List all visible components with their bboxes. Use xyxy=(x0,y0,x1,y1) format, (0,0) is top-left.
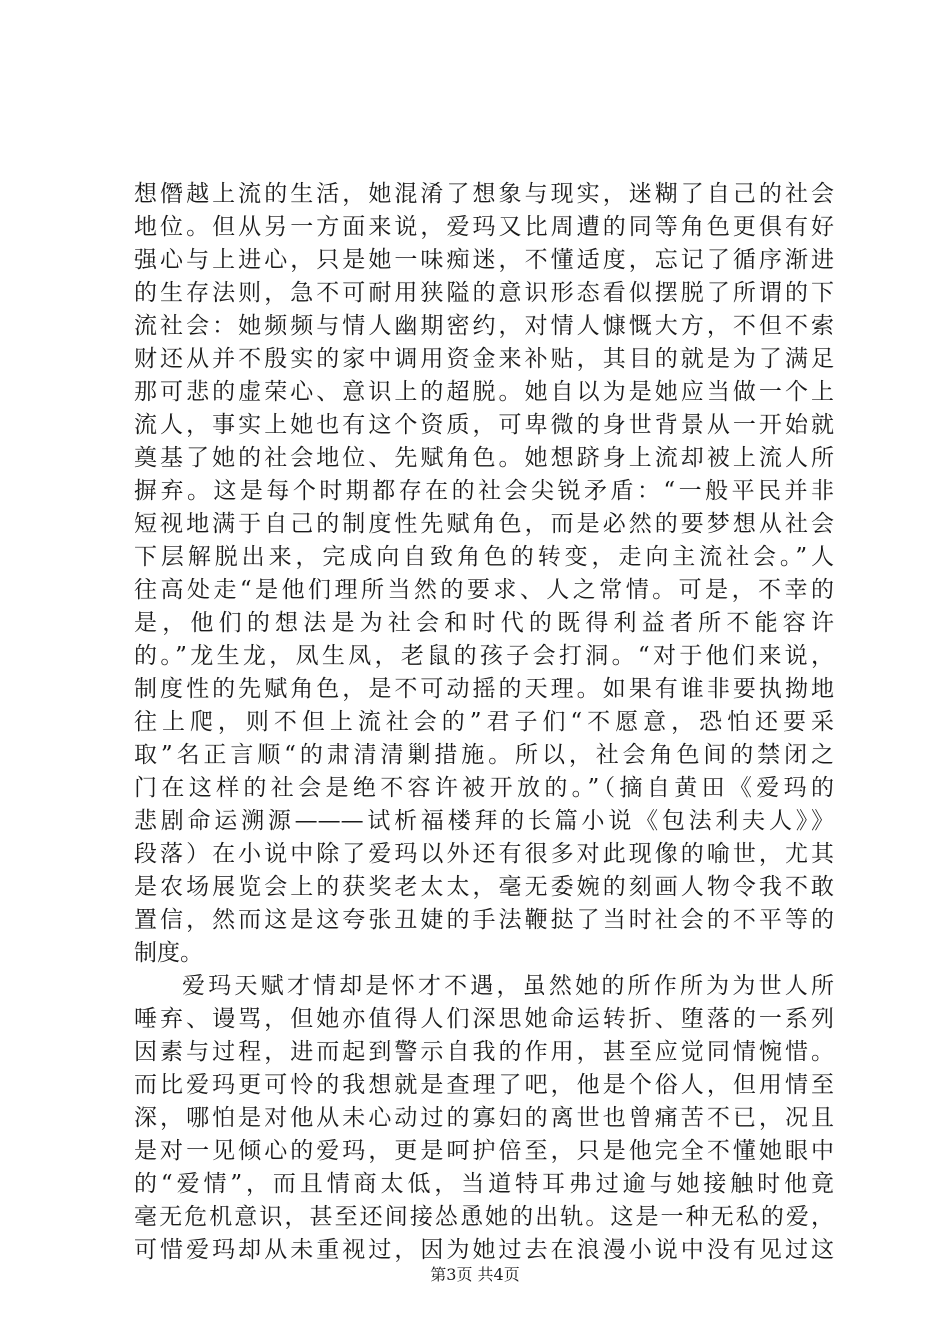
text-line: 深，哪怕是对他从未心动过的寡妇的离世也曾痛苦不已，况且 xyxy=(134,1105,834,1131)
text-line: 那可悲的虚荣心、意识上的超脱。她自以为是她应当做一个上 xyxy=(134,379,834,405)
text-line: 悲剧命运溯源———试析福楼拜的长篇小说《包法利夫人》》 xyxy=(134,808,834,834)
text-line: 流社会：她频频与情人幽期密约，对情人慷慨大方，不但不索 xyxy=(134,313,834,339)
text-line: 门在这样的社会是绝不容许被开放的。”（摘自黄田《爱玛的 xyxy=(134,775,834,801)
text-line: 的。”龙生龙，凤生凤，老鼠的孩子会打洞。“对于他们来说， xyxy=(134,643,834,669)
text-line: 毫无危机意识，甚至还间接怂恿她的出轨。这是一种无私的爱， xyxy=(134,1204,834,1230)
text-line: 财还从并不殷实的家中调用资金来补贴，其目的就是为了满足 xyxy=(134,346,834,372)
text-line: 是，他们的想法是为社会和时代的既得利益者所不能容许 xyxy=(134,610,834,636)
text-line: 的“爱情”，而且情商太低，当道特耳弗过逾与她接触时他竟 xyxy=(134,1171,834,1197)
text-line: 地位。但从另一方面来说，爱玛又比周遭的同等角色更俱有好 xyxy=(134,214,834,240)
paragraph-1 xyxy=(134,178,834,970)
text-line: 可惜爱玛却从未重视过，因为她过去在浪漫小说中没有见过这 xyxy=(134,1237,834,1263)
text-line: 制度性的先赋角色，是不可动摇的天理。如果有谁非要执拗地 xyxy=(134,676,834,702)
text-line: 想僭越上流的生活，她混淆了想象与现实，迷糊了自己的社会 xyxy=(134,181,834,207)
text-line: 而比爱玛更可怜的我想就是查理了吧，他是个俗人，但用情至 xyxy=(134,1072,834,1098)
text-line: 是农场展览会上的获奖老太太，毫无委婉的刻画人物令我不敢 xyxy=(134,874,834,900)
text-line: 取”名正言顺“的肃清清剿措施。所以，社会角色间的禁闭之 xyxy=(134,742,834,768)
text-line: 流人，事实上她也有这个资质，可卑微的身世背景从一开始就 xyxy=(134,412,834,438)
text-line: 的生存法则，急不可耐用狭隘的意识形态看似摆脱了所谓的下 xyxy=(134,280,834,306)
text-line: 爱玛天赋才情却是怀才不遇，虽然她的所作所为为世人所 xyxy=(182,973,834,999)
text-line: 下层解脱出来，完成向自致角色的转变，走向主流社会。”人 xyxy=(134,544,834,570)
text-line: 奠基了她的社会地位、先赋角色。她想跻身上流却被上流人所 xyxy=(134,445,834,471)
text-line: 往高处走“是他们理所当然的要求、人之常情。可是，不幸的 xyxy=(134,577,834,603)
text-line: 强心与上进心，只是她一味痴迷，不懂适度，忘记了循序渐进 xyxy=(134,247,834,273)
page-number: 第3页 共4页 xyxy=(430,1265,520,1284)
text-line: 段落）在小说中除了爱玛以外还有很多对此现像的喻世，尤其 xyxy=(134,841,834,867)
text-line: 摒弃。这是每个时期都存在的社会尖锐矛盾：“一般平民并非 xyxy=(134,478,834,504)
paragraph-2 xyxy=(134,970,834,1267)
text-line: 是对一见倾心的爱玛，更是呵护倍至，只是他完全不懂她眼中 xyxy=(134,1138,834,1164)
text-line: 短视地满于自己的制度性先赋角色，而是必然的要梦想从社会 xyxy=(134,511,834,537)
text-line: 因素与过程，进而起到警示自我的作用，甚至应觉同情惋惜。 xyxy=(134,1039,834,1065)
text-line: 制度。 xyxy=(134,940,203,966)
text-line: 置信，然而这是这夸张丑婕的手法鞭挞了当时社会的不平等的 xyxy=(134,907,834,933)
text-line: 往上爬，则不但上流社会的”君子们“不愿意，恐怕还要采 xyxy=(134,709,834,735)
page-footer xyxy=(0,1265,950,1285)
text-line: 唾弃、谩骂，但她亦值得人们深思她命运转折、堕落的一系列 xyxy=(134,1006,834,1032)
document-body xyxy=(134,178,834,1267)
